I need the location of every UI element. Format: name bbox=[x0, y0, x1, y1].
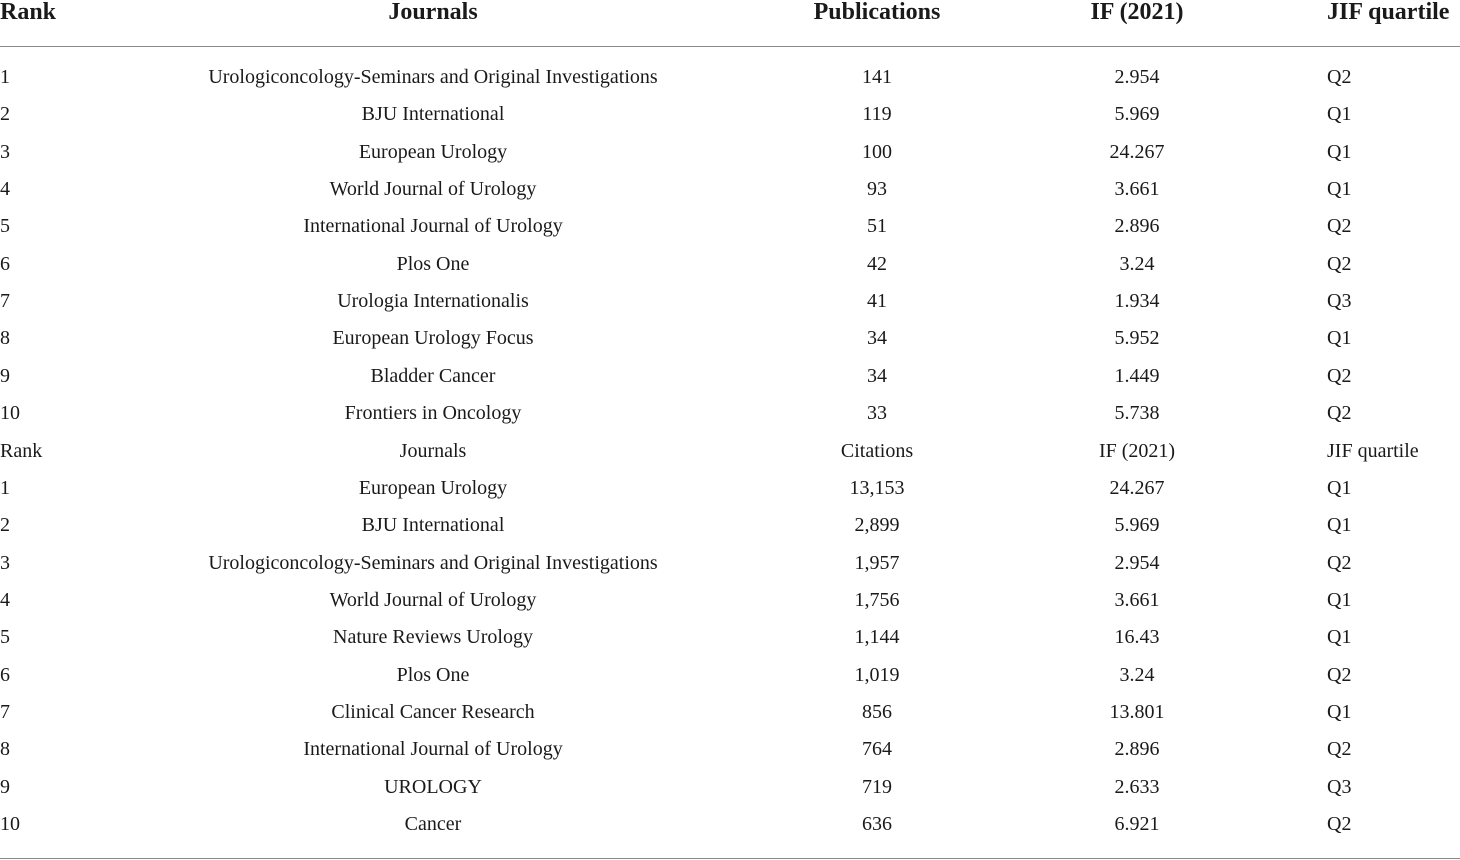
header-journals: Journals bbox=[388, 0, 478, 25]
table-row bbox=[0, 246, 1460, 283]
if-cell: 5.969 bbox=[1114, 514, 1160, 537]
if-cell: 3.661 bbox=[1114, 588, 1160, 611]
rank-cell: 4 bbox=[0, 588, 10, 611]
rank-cell: 7 bbox=[0, 700, 10, 723]
if-cell: 5.738 bbox=[1114, 402, 1160, 425]
value-cell: 2,899 bbox=[854, 514, 900, 537]
table-row bbox=[0, 694, 1460, 731]
table-row bbox=[0, 619, 1460, 656]
rank-cell: 10 bbox=[0, 813, 20, 835]
subheader-citations: Citations bbox=[840, 439, 914, 462]
subheader-quartile: JIF quartile bbox=[1327, 439, 1419, 462]
value-cell: 51 bbox=[867, 215, 887, 238]
table-row bbox=[0, 769, 1460, 806]
table-row bbox=[0, 96, 1460, 133]
journal-cell: World Journal of Urology bbox=[329, 178, 537, 201]
table-row bbox=[0, 283, 1460, 320]
rank-cell: 3 bbox=[0, 551, 10, 574]
value-cell: 1,756 bbox=[854, 588, 900, 611]
header-if: IF (2021) bbox=[1090, 0, 1184, 25]
quartile-cell: Q1 bbox=[1327, 327, 1352, 350]
table-row bbox=[0, 470, 1460, 507]
rank-cell: 4 bbox=[0, 178, 10, 201]
journal-cell: Clinical Cancer Research bbox=[331, 700, 535, 723]
if-cell: 2.954 bbox=[1114, 551, 1160, 574]
quartile-cell: Q2 bbox=[1327, 402, 1352, 425]
table-row bbox=[0, 320, 1460, 357]
value-cell: 13,153 bbox=[849, 476, 905, 499]
value-cell: 34 bbox=[867, 327, 887, 350]
value-cell: 719 bbox=[862, 775, 892, 798]
journal-cell: BJU International bbox=[361, 103, 505, 126]
value-cell: 42 bbox=[867, 252, 887, 275]
quartile-cell: Q1 bbox=[1327, 178, 1352, 201]
value-cell: 119 bbox=[862, 103, 892, 126]
quartile-cell: Q1 bbox=[1327, 626, 1352, 649]
value-cell: 636 bbox=[862, 813, 892, 835]
quartile-cell: Q2 bbox=[1327, 663, 1352, 686]
journal-cell: BJU International bbox=[361, 514, 505, 537]
value-cell: 41 bbox=[867, 290, 887, 313]
rank-cell: 6 bbox=[0, 252, 10, 275]
table-row bbox=[0, 582, 1460, 619]
quartile-cell: Q1 bbox=[1327, 700, 1352, 723]
value-cell: 764 bbox=[862, 738, 892, 761]
subheader-journals: Journals bbox=[399, 439, 467, 462]
rank-cell: 8 bbox=[0, 327, 10, 350]
journal-cell: Urologia Internationalis bbox=[337, 290, 529, 313]
if-cell: 16.43 bbox=[1114, 626, 1160, 649]
quartile-cell: Q2 bbox=[1327, 551, 1352, 574]
subheader-if: IF (2021) bbox=[1098, 439, 1176, 462]
header-rank: Rank bbox=[0, 0, 57, 25]
table-row bbox=[0, 59, 1460, 96]
rank-cell: 1 bbox=[0, 66, 10, 88]
table-row bbox=[0, 731, 1460, 768]
journal-cell: Plos One bbox=[396, 252, 470, 275]
if-cell: 1.449 bbox=[1114, 364, 1160, 387]
journal-cell: Bladder Cancer bbox=[370, 364, 496, 387]
quartile-cell: Q2 bbox=[1327, 252, 1352, 275]
journal-cell: UROLOGY bbox=[384, 775, 482, 798]
quartile-cell: Q3 bbox=[1327, 290, 1352, 313]
rank-cell: 8 bbox=[0, 738, 10, 761]
table-row bbox=[0, 134, 1460, 171]
quartile-cell: Q1 bbox=[1327, 588, 1352, 611]
value-cell: 141 bbox=[862, 66, 892, 88]
header-publications: Publications bbox=[813, 0, 941, 25]
table-bottom-divider bbox=[0, 858, 1460, 859]
if-cell: 5.969 bbox=[1114, 103, 1160, 126]
if-cell: 5.952 bbox=[1114, 327, 1160, 350]
quartile-cell: Q1 bbox=[1327, 140, 1352, 163]
if-cell: 2.896 bbox=[1114, 215, 1160, 238]
rank-cell: 10 bbox=[0, 402, 20, 425]
table-row bbox=[0, 806, 1460, 843]
quartile-cell: Q1 bbox=[1327, 476, 1352, 499]
table-row bbox=[0, 358, 1460, 395]
table-row bbox=[0, 507, 1460, 544]
if-cell: 3.24 bbox=[1119, 663, 1155, 686]
journal-cell: World Journal of Urology bbox=[329, 588, 537, 611]
rank-cell: 7 bbox=[0, 290, 10, 313]
rank-cell: 5 bbox=[0, 626, 10, 649]
quartile-cell: Q2 bbox=[1327, 215, 1352, 238]
if-cell: 13.801 bbox=[1109, 700, 1165, 723]
quartile-cell: Q1 bbox=[1327, 103, 1352, 126]
quartile-cell: Q3 bbox=[1327, 775, 1352, 798]
value-cell: 856 bbox=[862, 700, 892, 723]
if-cell: 3.24 bbox=[1119, 252, 1155, 275]
table-row bbox=[0, 657, 1460, 694]
journal-cell: International Journal of Urology bbox=[303, 738, 563, 761]
if-cell: 24.267 bbox=[1109, 140, 1165, 163]
rank-cell: 2 bbox=[0, 514, 10, 537]
value-cell: 1,957 bbox=[854, 551, 900, 574]
rank-cell: 9 bbox=[0, 364, 10, 387]
journal-cell: European Urology Focus bbox=[332, 327, 534, 350]
if-cell: 1.934 bbox=[1114, 290, 1160, 313]
table-header-row bbox=[0, 0, 1460, 46]
journal-cell: Urologiconcology-Seminars and Original Investigations bbox=[208, 66, 658, 88]
quartile-cell: Q2 bbox=[1327, 66, 1352, 88]
table-row bbox=[0, 171, 1460, 208]
rank-cell: 6 bbox=[0, 663, 10, 686]
journal-cell: Urologiconcology-Seminars and Original Investigations bbox=[208, 551, 658, 574]
subheader-rank: Rank bbox=[0, 439, 43, 462]
header-quartile: JIF quartile bbox=[1327, 0, 1450, 25]
journal-cell: Plos One bbox=[396, 663, 470, 686]
if-cell: 2.633 bbox=[1114, 775, 1160, 798]
table-row bbox=[0, 208, 1460, 245]
if-cell: 2.954 bbox=[1114, 66, 1160, 88]
rank-cell: 5 bbox=[0, 215, 10, 238]
journal-cell: European Urology bbox=[358, 140, 508, 163]
quartile-cell: Q2 bbox=[1327, 364, 1352, 387]
header-divider bbox=[0, 46, 1460, 47]
if-cell: 3.661 bbox=[1114, 178, 1160, 201]
table-row bbox=[0, 395, 1460, 432]
value-cell: 100 bbox=[862, 140, 892, 163]
if-cell: 2.896 bbox=[1114, 738, 1160, 761]
rank-cell: 1 bbox=[0, 476, 10, 499]
value-cell: 1,144 bbox=[854, 626, 900, 649]
journal-cell: International Journal of Urology bbox=[303, 215, 563, 238]
if-cell: 24.267 bbox=[1109, 476, 1165, 499]
table-subheader-row bbox=[0, 433, 1460, 470]
value-cell: 34 bbox=[867, 364, 887, 387]
quartile-cell: Q2 bbox=[1327, 738, 1352, 761]
value-cell: 1,019 bbox=[854, 663, 900, 686]
journal-cell: Frontiers in Oncology bbox=[344, 402, 522, 425]
rank-cell: 2 bbox=[0, 103, 10, 126]
rank-cell: 3 bbox=[0, 140, 10, 163]
journal-cell: European Urology bbox=[358, 476, 508, 499]
journal-cell: Nature Reviews Urology bbox=[333, 626, 533, 649]
journal-cell: Cancer bbox=[404, 813, 462, 835]
value-cell: 33 bbox=[867, 402, 887, 425]
quartile-cell: Q2 bbox=[1327, 813, 1352, 835]
rank-cell: 9 bbox=[0, 775, 10, 798]
value-cell: 93 bbox=[867, 178, 887, 201]
quartile-cell: Q1 bbox=[1327, 514, 1352, 537]
if-cell: 6.921 bbox=[1114, 813, 1160, 835]
table-row bbox=[0, 545, 1460, 582]
